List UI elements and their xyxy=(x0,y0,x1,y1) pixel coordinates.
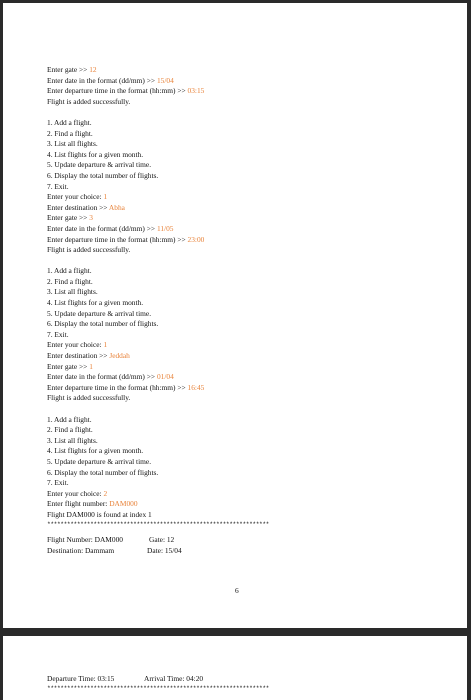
console-line xyxy=(47,182,437,193)
prompt-text: 5. Update departure & arrival time. xyxy=(47,308,152,318)
console-line xyxy=(47,457,437,468)
destination-field: Destination: Dammam xyxy=(47,545,115,555)
console-line xyxy=(47,150,437,161)
console-line xyxy=(47,245,437,256)
user-input-text: 16:45 xyxy=(187,382,205,392)
prompt-text: 6. Display the total number of flights. xyxy=(47,170,159,180)
prompt-text: Enter destination >> xyxy=(47,202,109,212)
console-line xyxy=(47,97,437,108)
prompt-text: 4. List flights for a given month. xyxy=(47,298,144,308)
console-line xyxy=(47,446,437,457)
document-page-1 xyxy=(3,3,467,628)
console-line xyxy=(47,383,437,394)
prompt-text: 3. List all flights. xyxy=(47,435,98,445)
prompt-text: Enter gate >> xyxy=(47,361,90,371)
user-input-text: 3 xyxy=(89,213,93,223)
prompt-text: Enter destination >> xyxy=(47,351,110,361)
user-input-text: 03:15 xyxy=(187,86,205,96)
prompt-text: 2. Find a flight. xyxy=(47,425,93,435)
prompt-text: Enter gate >> xyxy=(47,213,90,223)
user-input-text: 1 xyxy=(89,361,93,371)
user-input-text: 1 xyxy=(103,340,108,350)
console-line xyxy=(47,118,437,129)
flight-number-field: Flight Number: DAM000 xyxy=(47,534,123,544)
prompt-text: Flight is added successfully. xyxy=(47,393,131,403)
user-input-text: 01/04 xyxy=(156,372,174,382)
prompt-text: 3. List all flights. xyxy=(47,287,98,297)
console-line xyxy=(47,192,437,203)
prompt-text: Flight DAM000 is found at index 1 xyxy=(47,509,152,519)
prompt-text: 5. Update departure & arrival time. xyxy=(47,160,152,170)
console-line xyxy=(47,330,437,341)
user-input-text: Abha xyxy=(108,202,125,212)
departure-time-field: Departure Time: 03:15 xyxy=(47,674,115,683)
user-input-text: Jeddah xyxy=(109,351,130,361)
console-line xyxy=(47,76,437,87)
prompt-text: Enter date in the format (dd/mm) >> xyxy=(47,372,157,382)
console-lines xyxy=(47,65,437,521)
user-input-text: 12 xyxy=(89,65,97,74)
prompt-text: Flight is added successfully. xyxy=(47,96,131,106)
user-input-text: 1 xyxy=(103,192,108,202)
console-line xyxy=(47,510,437,521)
prompt-text: 4. List flights for a given month. xyxy=(47,446,144,456)
console-line xyxy=(47,351,437,362)
user-input-text: DAM000 xyxy=(109,499,138,509)
prompt-text: 3. List all flights. xyxy=(47,139,98,149)
console-line xyxy=(47,309,437,320)
blank-line xyxy=(47,404,437,415)
console-line xyxy=(47,415,437,426)
blank-line xyxy=(47,107,437,118)
prompt-text: Flight is added successfully. xyxy=(47,245,131,255)
console-line xyxy=(47,319,437,330)
console-line xyxy=(47,171,437,182)
console-line xyxy=(47,362,437,373)
prompt-text: 2. Find a flight. xyxy=(47,276,93,286)
arrival-time-field: Arrival Time: 04:20 xyxy=(144,674,204,683)
console-line xyxy=(47,65,437,76)
prompt-text: 7. Exit. xyxy=(47,478,69,488)
prompt-text: 1. Add a flight. xyxy=(47,266,92,276)
console-line xyxy=(47,277,437,288)
prompt-text: 6. Display the total number of flights. xyxy=(47,319,159,329)
console-line xyxy=(47,478,437,489)
prompt-text: Enter your choice: xyxy=(47,488,104,498)
console-line xyxy=(47,468,437,479)
prompt-text: Enter your choice: xyxy=(47,192,104,202)
prompt-text: Enter gate >> xyxy=(47,65,90,74)
prompt-text: Enter date in the format (dd/mm) >> xyxy=(47,75,157,85)
console-line xyxy=(47,372,437,383)
console-output xyxy=(47,65,437,563)
user-input-text: 23:00 xyxy=(187,234,205,244)
console-line xyxy=(47,129,437,140)
prompt-text: 1. Add a flight. xyxy=(47,117,92,127)
prompt-text: Enter departure time in the format (hh:mm) >> xyxy=(47,382,188,392)
flight-details xyxy=(47,533,437,563)
user-input-text: 15/04 xyxy=(156,75,174,85)
separator-line: ******************************************************************* xyxy=(47,520,269,528)
prompt-text: Enter departure time in the format (hh:mm) >> xyxy=(47,86,188,96)
gate-field: Gate: 12 xyxy=(149,534,175,544)
prompt-text: Enter date in the format (dd/mm) >> xyxy=(47,223,157,233)
console-line xyxy=(47,213,437,224)
separator-line-bottom: ******************************************************************* xyxy=(47,685,269,692)
blank-line xyxy=(47,256,437,267)
console-line xyxy=(47,266,437,277)
console-line xyxy=(47,340,437,351)
console-line xyxy=(47,425,437,436)
console-line xyxy=(47,489,437,500)
console-line xyxy=(47,203,437,214)
flight-times xyxy=(47,674,437,693)
prompt-text: 6. Display the total number of flights. xyxy=(47,467,159,477)
console-line xyxy=(47,160,437,171)
console-line xyxy=(47,235,437,246)
page-number: 6 xyxy=(235,586,239,595)
console-line xyxy=(47,436,437,447)
document-page-2 xyxy=(3,636,467,700)
date-field: Date: 15/04 xyxy=(147,545,182,555)
console-line xyxy=(47,139,437,150)
prompt-text: 5. Update departure & arrival time. xyxy=(47,456,152,466)
console-line xyxy=(47,287,437,298)
user-input-text: 2 xyxy=(103,488,108,498)
console-line xyxy=(47,499,437,510)
prompt-text: Enter flight number: xyxy=(47,499,110,509)
console-line xyxy=(47,393,437,404)
console-line xyxy=(47,224,437,235)
prompt-text: 7. Exit. xyxy=(47,181,69,191)
prompt-text: 2. Find a flight. xyxy=(47,128,93,138)
prompt-text: Enter departure time in the format (hh:mm) >> xyxy=(47,234,188,244)
console-line xyxy=(47,86,437,97)
prompt-text: 1. Add a flight. xyxy=(47,414,92,424)
console-line xyxy=(47,298,437,309)
prompt-text: 4. List flights for a given month. xyxy=(47,149,144,159)
prompt-text: Enter your choice: xyxy=(47,340,104,350)
prompt-text: 7. Exit. xyxy=(47,329,69,339)
user-input-text: 11/05 xyxy=(156,223,174,233)
